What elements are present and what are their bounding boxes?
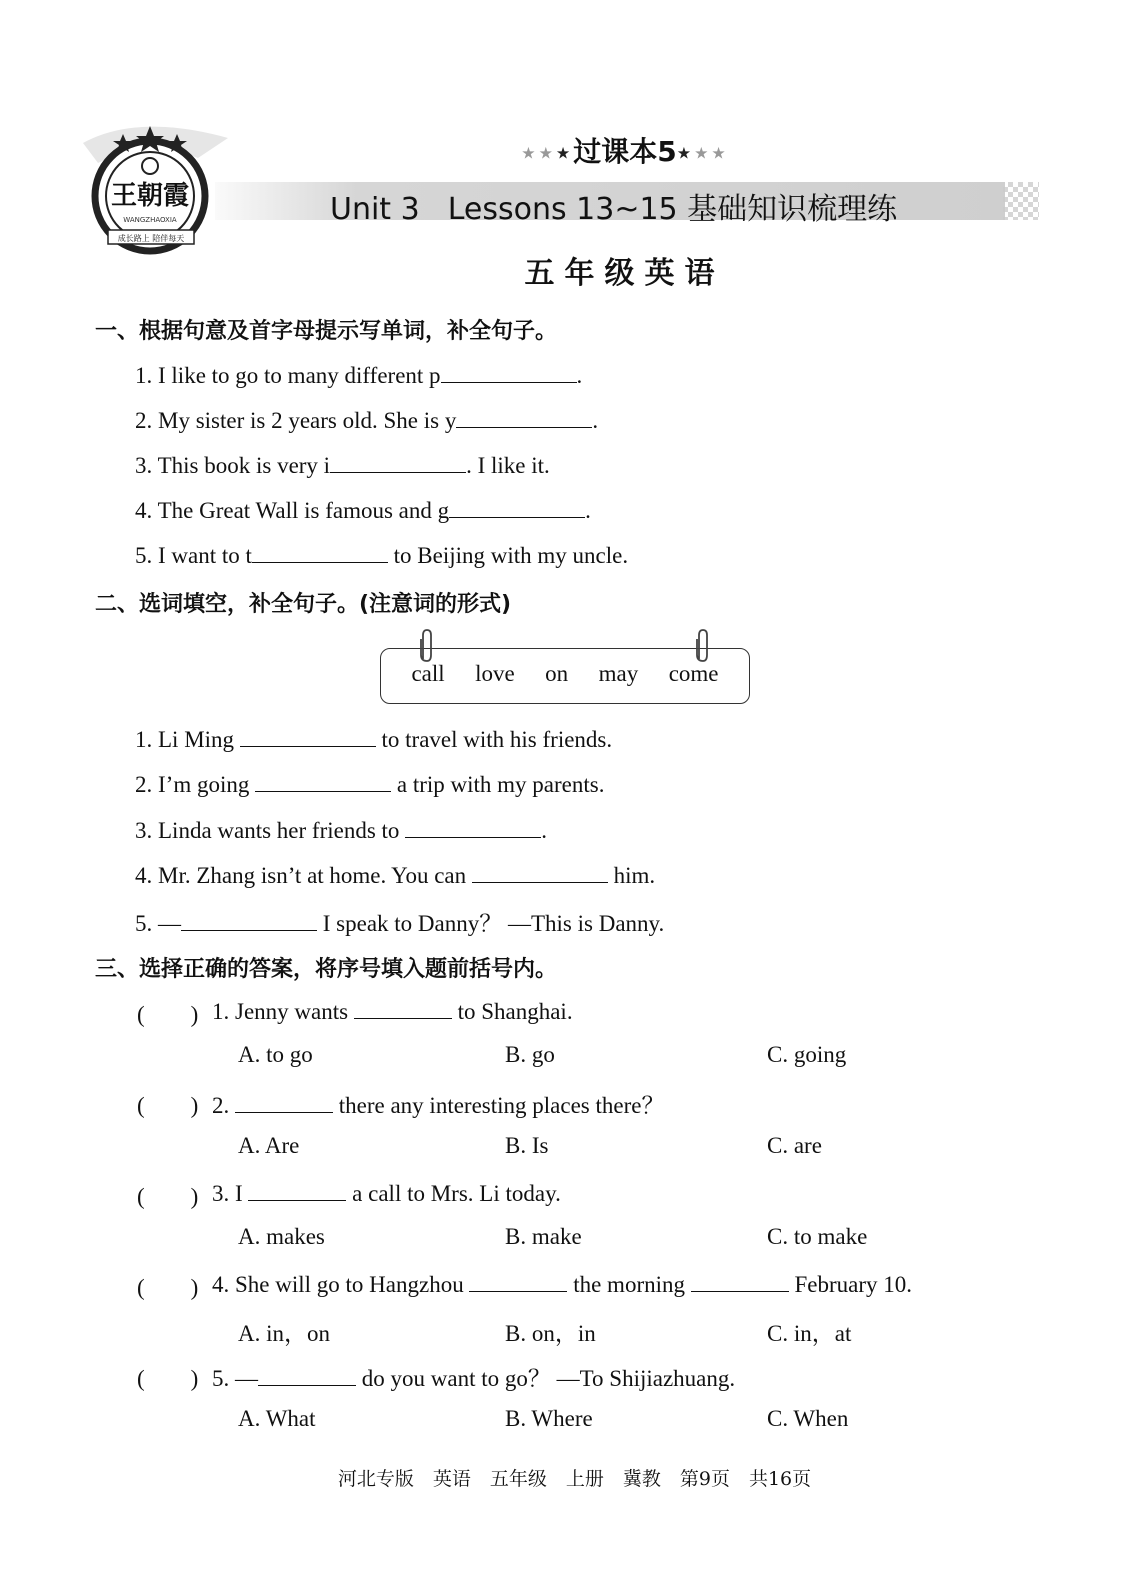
s3-q1-tail: to Shanghai. [451,999,573,1024]
s3-q3-option-c: C. to make [767,1224,868,1249]
s2-item-1-text: 1. Li Ming [135,727,240,752]
s3-q5-option-c: C. When [767,1406,849,1431]
word-bank-item: may [598,661,639,686]
answer-blank[interactable] [330,450,466,473]
answer-blank [354,996,452,1019]
answer-blank[interactable] [252,540,388,563]
s2-item-5 [135,905,664,938]
answer-blank[interactable] [405,815,541,838]
s3-q5-option-b: B. Where [505,1406,593,1431]
s3-q4-text: 4. She will go to Hangzhou [212,1272,470,1297]
s3-q2-tail: there any interesting places there？ [333,1093,665,1118]
logo-banner: 成长路上 陪伴每天 [117,234,185,243]
s1-item-1-tail: . [576,363,583,388]
answer-bracket[interactable]: ( ) [137,1002,199,1027]
s3-q1-option-b: B. go [505,1042,555,1067]
s3-q3-text: 3. I [212,1181,249,1206]
word-bank-box [380,648,750,704]
s2-item-3-text: 3. Linda wants her friends to [135,818,406,843]
word-bank-item: on [545,661,569,686]
s1-item-4-text: 4. The Great Wall is famous and g [135,498,450,523]
s3-q4-option-a: A. in，on [238,1321,330,1346]
s3-q2-text: 2. [212,1093,235,1118]
paperclip-icon [693,629,713,665]
s1-item-1-text: 1. I like to go to many different p [135,363,441,388]
s2-item-1-tail: to travel with his friends. [375,727,613,752]
s2-item-4-tail: him. [607,863,656,888]
section3-heading: 三、选择正确的答案，将序号填入题前括号内。 [95,957,558,982]
answer-blank[interactable] [240,724,376,747]
s2-item-2-tail: a trip with my parents. [391,772,605,797]
word-bank-item: come [668,661,719,686]
s3-q4-mid: the morning [567,1272,691,1297]
section1-heading: 一、根据句意及首字母提示写单词，补全句子。 [95,319,558,344]
subject-title: 五年级英语 [524,256,725,291]
answer-blank[interactable] [255,769,391,792]
word-bank [381,661,749,687]
series-title-text: 过课本5 [573,135,677,168]
logo-text: 王朝霞 [110,181,190,211]
answer-bracket[interactable]: ( ) [137,1275,199,1300]
page-footer: 河北专版 英语 五年级 上册 冀教 第9页 共16页 [337,1468,812,1490]
s3-question-5 [212,1360,735,1393]
s3-q2-option-c: C. are [767,1133,822,1158]
s3-question-2 [212,1087,664,1120]
answer-blank [469,1269,567,1292]
s2-item-1 [135,724,612,753]
s3-q2-option-a: A. Are [238,1133,300,1158]
s3-question-1 [212,996,573,1025]
s1-item-2-tail: . [592,408,599,433]
s3-q5-tail: do you want to go？ —To Shijiazhuang. [356,1366,736,1391]
s3-q3-option-b: B. make [505,1224,582,1249]
answer-bracket[interactable]: ( ) [137,1366,199,1391]
logo-ring-text: WANGZHAOXIA [123,216,177,224]
answer-blank [248,1178,346,1201]
answer-blank[interactable] [441,360,577,383]
star-icons-left: ★★ [521,143,556,163]
publisher-logo [78,118,238,258]
star-icon: ★ [555,143,574,163]
s1-item-5-text: 5. I want to t [135,543,252,568]
s1-item-5 [135,540,628,569]
answer-blank[interactable] [456,405,592,428]
answer-blank[interactable] [181,908,317,931]
s3-q1-option-a: A. to go [238,1042,313,1067]
s1-item-1 [135,360,582,389]
s2-item-4-text: 4. Mr. Zhang isn’t at home. You can [135,863,472,888]
s1-item-4 [135,495,591,524]
s2-item-2-text: 2. I’m going [135,772,256,797]
answer-blank[interactable] [472,860,608,883]
s3-q4-option-c: C. in，at [767,1321,852,1346]
s3-question-3 [212,1178,561,1207]
paperclip-icon [417,629,437,665]
word-bank-item: call [411,661,445,686]
s3-q5-text: 5. — [212,1366,258,1391]
answer-bracket[interactable]: ( ) [137,1184,199,1209]
answer-bracket[interactable]: ( ) [137,1093,199,1118]
s3-q4-tail: February 10. [788,1272,913,1297]
star-icon: ★ [676,143,695,163]
s1-item-3-text: 3. This book is very i [135,453,331,478]
s3-q1-option-c: C. going [767,1042,847,1067]
s2-item-4 [135,860,655,889]
s3-q3-tail: a call to Mrs. Li today. [346,1181,561,1206]
s3-q2-option-b: B. Is [505,1133,549,1158]
s3-q3-option-a: A. makes [238,1224,325,1249]
lessons-label: Lessons 13~15 基础知识梳理练 [447,192,898,227]
s3-q1-text: 1. Jenny wants [212,999,354,1024]
section2-heading: 二、选词填空，补全句子。(注意词的形式) [95,592,512,617]
s2-item-5-tail: I speak to Danny？ —This is Danny. [317,911,665,936]
s2-item-2 [135,769,604,798]
s1-item-3 [135,450,550,479]
s1-item-5-tail: to Beijing with my uncle. [387,543,629,568]
answer-blank [691,1269,789,1292]
series-title [500,130,750,170]
s1-item-2-text: 2. My sister is 2 years old. She is y [135,408,457,433]
s2-item-5-text: 5. — [135,911,181,936]
answer-blank [258,1363,356,1386]
s1-item-3-tail: . I like it. [466,453,550,478]
s1-item-2 [135,405,598,434]
s2-item-3 [135,815,547,844]
answer-blank [235,1090,333,1113]
s2-item-3-tail: . [541,818,547,843]
unit-title [330,184,897,228]
s1-item-4-tail: . [585,498,591,523]
ribbon-checker-decoration [1003,182,1039,220]
s3-q5-option-a: A. What [238,1406,316,1431]
star-icons-right: ★★ [694,143,729,163]
s3-q4-option-b: B. on，in [505,1321,596,1346]
unit-label: Unit 3 [330,192,420,227]
word-bank-item: love [475,661,515,686]
s3-question-4 [212,1269,912,1298]
answer-blank[interactable] [449,495,585,518]
